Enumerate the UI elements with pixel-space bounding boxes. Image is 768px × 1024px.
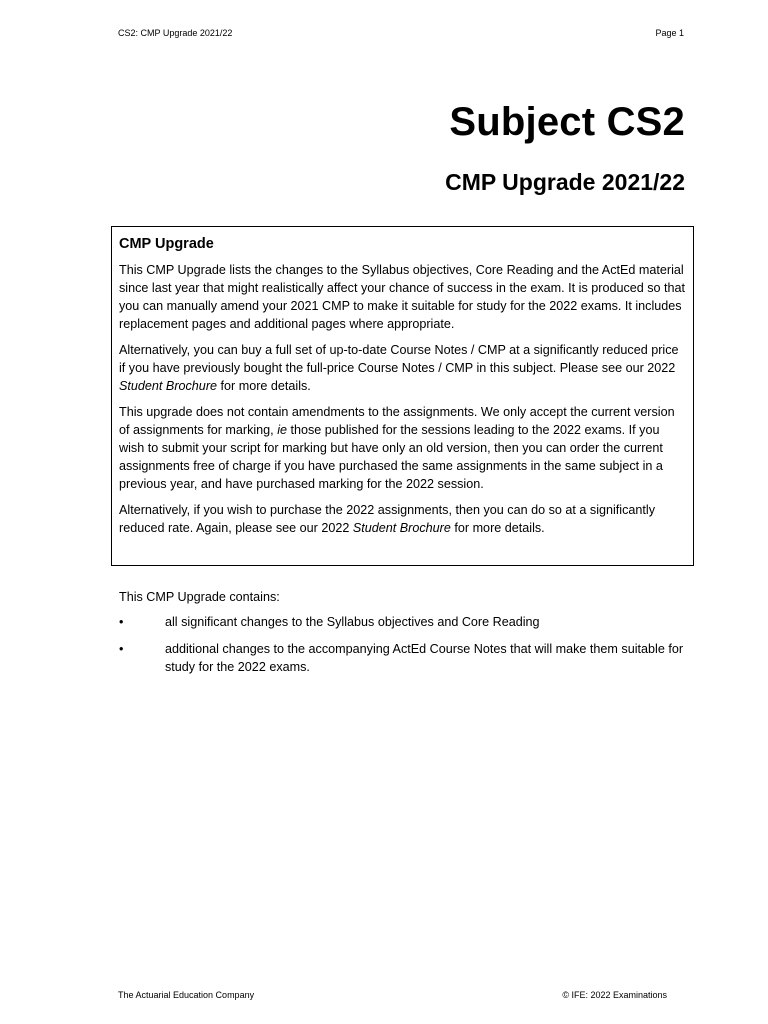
list-item-text: additional changes to the accompanying ActEd Course Notes that will make them suitable for study for the 2022 exams.	[165, 642, 684, 674]
cmp-upgrade-box	[111, 226, 694, 566]
box-paragraph-2-text-a: Alternatively, you can buy a full set of up-to-date Course Notes / CMP at a significantly reduced price if you have previously bought the full-price Course Notes / CMP in this subject. Please see our 2022	[119, 343, 679, 375]
box-paragraph-3-text-a: This upgrade does not contain amendments to the assignments. We only accept the current version of assignments for marking,	[119, 405, 675, 437]
box-heading: CMP Upgrade	[119, 236, 214, 252]
list-item	[119, 613, 689, 631]
bullet-icon: •	[119, 615, 124, 629]
contains-intro: This CMP Upgrade contains:	[119, 590, 280, 604]
ie-abbreviation: ie	[277, 423, 287, 437]
upgrade-title: CMP Upgrade 2021/22	[445, 169, 685, 195]
box-paragraph-4-text-b: for more details.	[450, 521, 545, 535]
footer-copyright: © IFE: 2022 Examinations	[562, 990, 667, 1000]
subject-title: Subject CS2	[449, 100, 685, 144]
box-paragraph-3-text-b: those published for the sessions leading to the 2022 exams. If you wish to submit your script for marking but have only an old version, then you can order the current assignments free of charge if you have purchased the same assignments in the same subject in a previous year, and have purchased marking for the 2022 session.	[119, 423, 663, 491]
bullet-icon: •	[119, 642, 124, 656]
box-paragraph-2-text-b: for more details.	[217, 379, 311, 393]
box-paragraph-2	[119, 341, 686, 395]
student-brochure-reference: Student Brochure	[352, 521, 451, 535]
list-item	[119, 640, 689, 676]
box-paragraph-4	[119, 501, 686, 537]
student-brochure-reference: Student Brochure	[119, 379, 218, 393]
footer-publisher: The Actuarial Education Company	[118, 990, 255, 1000]
running-header-title: CS2: CMP Upgrade 2021/22	[118, 28, 233, 38]
page-number: Page 1	[655, 28, 684, 38]
contains-list	[119, 613, 689, 685]
box-paragraph-4-text-a: Alternatively, if you wish to purchase the 2022 assignments, then you can do so at a significantly reduced rate. Again, please see our 2022	[119, 503, 656, 535]
box-paragraph-3	[119, 403, 686, 493]
box-paragraph-1: This CMP Upgrade lists the changes to the Syllabus objectives, Core Reading and the ActEd material since last year that might realistically affect your chance of success in the exam. It is produced so that you can manually amend your 2021 CMP to make it suitable for study for the 2022 exams. It includes replacement pages and additional pages where appropriate.	[119, 263, 686, 331]
list-item-text: all significant changes to the Syllabus objectives and Core Reading	[165, 615, 540, 629]
